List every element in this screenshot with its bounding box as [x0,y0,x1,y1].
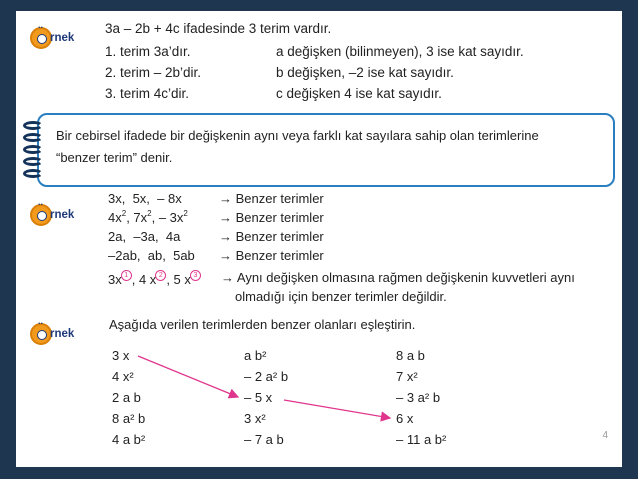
col2-term: 3 x² [244,411,266,426]
example1-row2-right: b değişken, –2 ise kat sayıdır. [276,65,454,80]
col2-term: – 5 x [244,390,273,405]
badge-label: rnek [50,209,75,221]
example2-row5-terms: 3x 1 , 4 x 2 , 5 x 3 [108,270,201,287]
exponent: 2 [183,209,188,218]
term: 4a [165,229,181,244]
col1-term: 4 x² [112,369,134,384]
example1-row3-right: c değişken 4 ise kat sayıdır. [276,86,442,101]
benzer-label-3: → Benzer terimler [219,229,324,244]
match-arrow-1 [138,356,238,397]
term: –3a, [133,229,159,244]
term: 3x, [108,191,126,206]
example1-row3-left: 3. terim 4c’dir. [105,86,190,101]
badge-label: rnek [50,328,75,340]
col2-term: a b² [244,348,267,363]
term: 4x [108,210,122,225]
col3-term: – 3 a² b [396,390,441,405]
circled-exponent: 2 [155,270,166,281]
page-number: 4 [602,430,608,441]
badge-dots: .. [38,197,44,207]
term: 3x [108,272,122,287]
example1-row1-left: 1. terim 3a’dır. [105,44,191,59]
term: , – 3x [151,210,184,225]
circled-exponent: 1 [121,270,132,281]
col3-term: – 11 a b² [396,432,447,447]
matching-arrows [16,11,622,467]
term: ab, [147,248,166,263]
term: , 7x [126,210,148,225]
term: 5x, [132,191,150,206]
term: 2a, [108,229,127,244]
badge-dots: .. [38,20,44,30]
term: – 8x [157,191,182,206]
col3-term: 8 a b [396,348,425,363]
example3-instruction: Aşağıda verilen terimlerden benzer olanları eşleştirin. [109,317,416,332]
example1-row1-right: a değişken (bilinmeyen), 3 ise kat sayıdır. [276,44,524,59]
example1-row2-left: 2. terim – 2b’dir. [105,65,202,80]
example2-row5-note-line2: olmadığı için benzer terimler değildir. [235,289,447,304]
col1-term: 4 a b² [112,432,146,447]
col1-term: 2 a b [112,390,141,405]
benzer-label-2: → Benzer terimler [219,210,324,225]
badge-dots: .. [38,316,44,326]
col1-term: 3 x [112,348,130,363]
example1-expression: 3a – 2b + 4c ifadesinde 3 terim vardır. [105,21,332,36]
example2-row5-note: → Aynı değişken olmasına rağmen değişkenin kuvvetleri aynı [221,270,575,285]
col2-term: – 2 a² b [244,369,289,384]
col3-term: 6 x [396,411,414,426]
term: –2ab, [108,248,141,263]
match-arrow-2 [284,400,390,418]
col1-term: 8 a² b [112,411,146,426]
term: 5 x [173,272,191,287]
rule-line1: Bir cebirsel ifadede bir değişkenin aynı veya farklı kat sayılara sahip olan terimlerine [56,128,539,143]
term: 4 x [138,272,157,287]
col3-term: 7 x² [396,369,418,384]
circled-exponent: 3 [190,270,201,281]
term: 5ab [173,248,195,263]
rule-line2: “benzer terim” denir. [56,150,173,165]
exponent: 2 [147,209,152,218]
slide-page [16,11,622,467]
exponent: 2 [121,209,127,218]
benzer-label-4: → Benzer terimler [219,248,324,263]
badge-label: rnek [50,32,75,44]
benzer-label-1: → Benzer terimler [219,191,324,206]
col2-term: – 7 a b [244,432,284,447]
